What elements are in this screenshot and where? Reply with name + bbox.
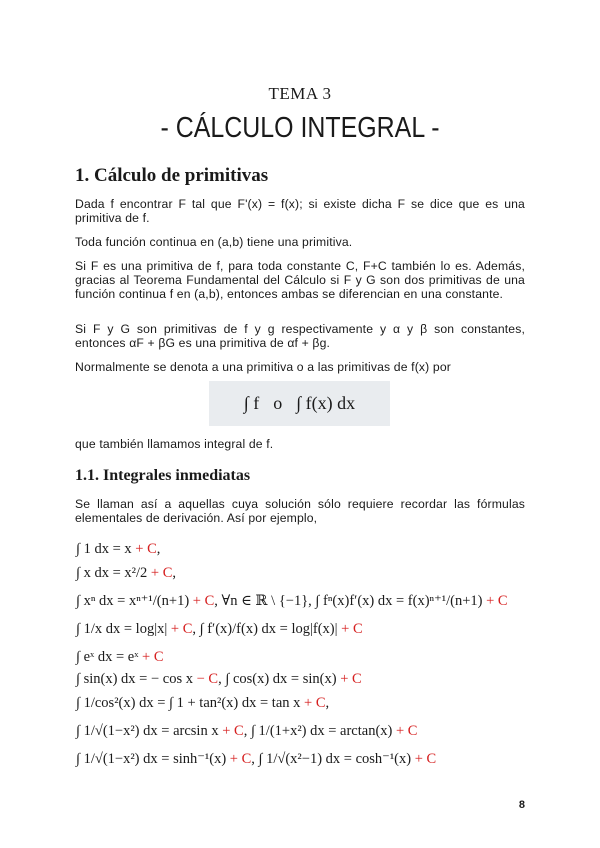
- page-number: 8: [518, 799, 525, 811]
- formula-line: ∫ sin(x) dx = − cos x − C, ∫ cos(x) dx = sin(x) + C: [76, 671, 362, 687]
- formula-line: ∫ xⁿ dx = xⁿ⁺¹/(n+1) + C, ∀n ∈ ℝ \ {−1}, ∫ fⁿ(x)f′(x) dx = f(x)ⁿ⁺¹/(n+1) + C: [76, 593, 508, 609]
- paragraph-notation: Normalmente se denota a una primitiva o a las primitivas de f(x) por: [75, 360, 451, 374]
- formula-line: ∫ 1/√(1−x²) dx = arcsin x + C, ∫ 1/(1+x²) dx = arctan(x) + C: [76, 723, 418, 739]
- paragraph-constant: Si F es una primitiva de f, para toda constante C, F+C también lo es. Además, gracias al Teorema Fundamental del Cálculo si F y G son dos primitivas de una función continua f en (a,b), entonces ambas se diferencian en una constante.: [75, 259, 525, 301]
- paragraph-continuous: Toda función continua en (a,b) tiene una primitiva.: [75, 235, 353, 249]
- formula-line: ∫ 1/x dx = log|x| + C, ∫ f′(x)/f(x) dx = log|f(x)| + C: [76, 621, 363, 637]
- formula-integral-fx-dx: ∫ f(x) dx: [296, 393, 356, 413]
- chapter-label: TEMA 3: [268, 84, 332, 103]
- paragraph-definition: Dada f encontrar F tal que F'(x) = f(x); si existe dicha F se dice que es una primitiva de f.: [75, 197, 525, 225]
- section-heading-primitivas: 1. Cálculo de primitivas: [75, 165, 269, 186]
- formula-separator: o: [273, 393, 283, 413]
- paragraph-linearity: Si F y G son primitivas de f y g respectivamente y α y β son constantes, entonces αF + βG es una primitiva de αf + βg.: [75, 322, 525, 350]
- formula-line: ∫ x dx = x²/2 + C,: [76, 565, 177, 581]
- notation-formula-box: [209, 381, 390, 426]
- paragraph-integral-name: que también llamamos integral de f.: [75, 437, 274, 451]
- formula-line: ∫ 1/√(1−x²) dx = sinh⁻¹(x) + C, ∫ 1/√(x²−1) dx = cosh⁻¹(x) + C: [76, 751, 437, 767]
- formula-line: ∫ 1/cos²(x) dx = ∫ 1 + tan²(x) dx = tan x + C,: [76, 695, 330, 711]
- formula-line: ∫ 1 dx = x + C,: [76, 541, 161, 557]
- subsection-heading-inmediatas: 1.1. Integrales inmediatas: [75, 467, 251, 484]
- formula-line: ∫ eˣ dx = eˣ + C: [76, 649, 164, 665]
- page-title: - CÁLCULO INTEGRAL -: [160, 112, 440, 144]
- paragraph-inmediatas: Se llaman así a aquellas cuya solución sólo requiere recordar las fórmulas elementales de derivación. Así por ejemplo,: [75, 497, 525, 525]
- formula-integral-f: ∫ f: [243, 393, 260, 413]
